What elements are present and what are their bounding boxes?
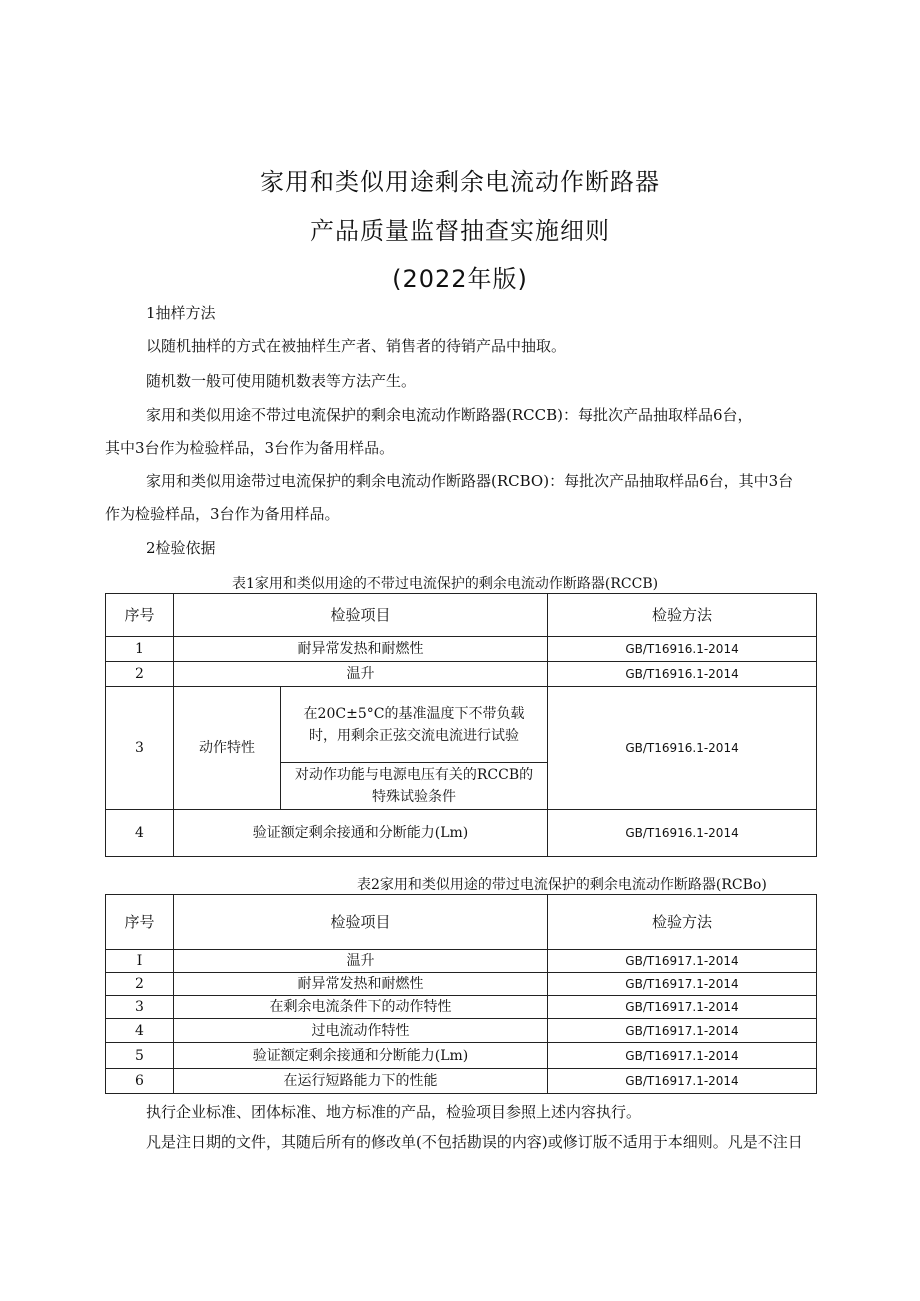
- row-item: 耐异常发热和耐燃性: [174, 973, 548, 996]
- table-2: [105, 894, 817, 1094]
- table-header-method: 检验方法: [548, 895, 817, 950]
- table-header-method: 检验方法: [548, 594, 817, 637]
- row-method: GB/T16916.1-2014: [548, 662, 817, 687]
- row-method: GB/T16916.1-2014: [548, 687, 817, 810]
- section-1-paragraph-3a: 家用和类似用途不带过电流保护的剩余电流动作断路器(RCCB)：每批次产品抽取样品6台，: [146, 406, 753, 424]
- row-no: 5: [106, 1043, 174, 1069]
- row-method: GB/T16917.1-2014: [548, 973, 817, 996]
- table-2-header-row: [106, 895, 817, 950]
- row-method: GB/T16917.1-2014: [548, 1043, 817, 1069]
- table-row: [106, 810, 817, 857]
- table-1-header-row: [106, 594, 817, 637]
- row-subitem-1: [281, 687, 548, 763]
- row-no: 1: [106, 637, 174, 662]
- table-row: [106, 973, 817, 996]
- table-row: [106, 662, 817, 687]
- row-method: GB/T16917.1-2014: [548, 996, 817, 1019]
- table-row: [106, 996, 817, 1019]
- table-1: [105, 593, 817, 857]
- table-header-no: 序号: [106, 895, 174, 950]
- section-1-paragraph-1: 以随机抽样的方式在被抽样生产者、销售者的待销产品中抽取。: [146, 337, 567, 355]
- row-no: 2: [106, 973, 174, 996]
- row-method: GB/T16917.1-2014: [548, 1069, 817, 1094]
- row-method: GB/T16916.1-2014: [548, 637, 817, 662]
- row-item: 温升: [174, 950, 548, 973]
- row-item: 过电流动作特性: [174, 1019, 548, 1043]
- row-method: GB/T16917.1-2014: [548, 950, 817, 973]
- row-item: 在剩余电流条件下的动作特性: [174, 996, 548, 1019]
- section-1-paragraph-4b: 作为检验样品，3台作为备用样品。: [105, 505, 340, 523]
- table-row: [106, 1069, 817, 1094]
- section-1-paragraph-2: 随机数一般可使用随机数表等方法产生。: [146, 372, 417, 390]
- row-method: GB/T16917.1-2014: [548, 1019, 817, 1043]
- row-subitem-1-line-2: 时，用剩余正弦交流电流进行试验: [309, 727, 519, 744]
- table-header-item: 检验项目: [174, 594, 548, 637]
- doc-title-line2: 产品质量监督抽查实施细则: [310, 217, 610, 245]
- row-subitem-2: [281, 763, 548, 810]
- row-no: 4: [106, 810, 174, 857]
- row-item: 温升: [174, 662, 548, 687]
- row-no: 3: [106, 687, 174, 810]
- table-header-no: 序号: [106, 594, 174, 637]
- footer-paragraph-1: 执行企业标准、团体标准、地方标准的产品，检验项目参照上述内容执行。: [146, 1103, 642, 1121]
- table-header-item: 检验项目: [174, 895, 548, 950]
- row-item: 耐异常发热和耐燃性: [174, 637, 548, 662]
- row-item: 验证额定剩余接通和分断能力(Lm): [174, 810, 548, 857]
- table-row: [106, 637, 817, 662]
- row-no: 2: [106, 662, 174, 687]
- row-item: 验证额定剩余接通和分断能力(Lm): [174, 1043, 548, 1069]
- section-1-paragraph-4a: 家用和类似用途带过电流保护的剩余电流动作断路器(RCBO)：每批次产品抽取样品6台，其中3台: [146, 472, 794, 490]
- table-row: [106, 1019, 817, 1043]
- row-no: 4: [106, 1019, 174, 1043]
- doc-title-line3: (2022年版): [392, 265, 528, 293]
- section-1-paragraph-3b: 其中3台作为检验样品，3台作为备用样品。: [105, 439, 395, 457]
- row-method: GB/T16916.1-2014: [548, 810, 817, 857]
- row-item: 在运行短路能力下的性能: [174, 1069, 548, 1094]
- row-subitem-2-line-2: 特殊试验条件: [372, 789, 456, 805]
- footer-paragraph-2: 凡是注日期的文件，其随后所有的修改单(不包括勘误的内容)或修订版不适用于本细则。凡是不注日: [146, 1133, 803, 1151]
- row-item: 动作特性: [174, 687, 281, 810]
- table-2-caption: 表2家用和类似用途的带过电流保护的剩余电流动作断路器(RCBo): [357, 877, 767, 893]
- table-row: [106, 1043, 817, 1069]
- row-no: I: [106, 950, 174, 973]
- section-2-heading: 2检验依据: [146, 539, 216, 557]
- section-1-heading: 1抽样方法: [146, 304, 216, 322]
- doc-title-line1: 家用和类似用途剩余电流动作断路器: [260, 168, 660, 196]
- table-row: [106, 950, 817, 973]
- table-1-caption: 表1家用和类似用途的不带过电流保护的剩余电流动作断路器(RCCB): [232, 576, 659, 592]
- row-no: 6: [106, 1069, 174, 1094]
- row-no: 3: [106, 996, 174, 1019]
- table-row: [106, 687, 817, 763]
- row-subitem-2-line-1: 对动作功能与电源电压有关的RCCB的: [294, 767, 534, 783]
- row-subitem-1-line-1: 在20C±5°C的基准温度下不带负载: [303, 705, 525, 722]
